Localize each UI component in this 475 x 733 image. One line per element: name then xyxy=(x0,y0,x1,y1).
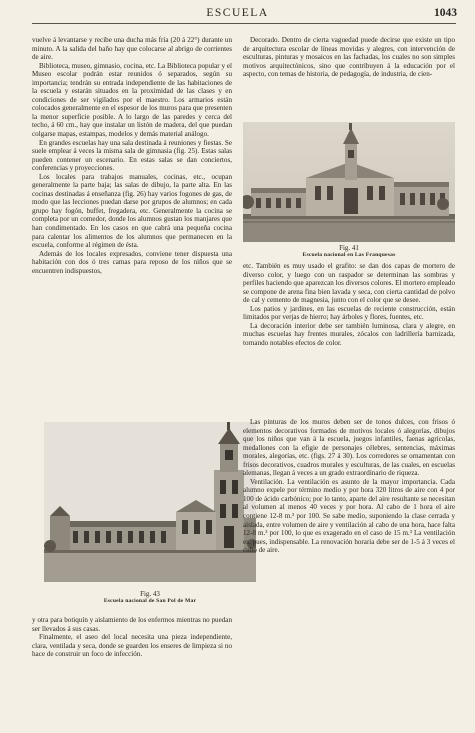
paragraph: Los patios y jardines, en las escuelas de reciente construcción, están limitados por verjas de hierro; hay árboles y flores, fuentes, etc. xyxy=(243,304,455,322)
running-title: ESCUELA xyxy=(206,7,269,19)
paragraph: Decorado. Dentro de cierta vaguedad puede decirse que existe un tipo de arquitectura escolar de líneas movidas y alegres, con intervención de esculturas, pinturas y mosaicos en las fachadas, los cuales no son simples motivos arquitectónicos, sino que contribuyen á la educación por el aspecto, con temas de historia, de pedagogía, de industria, de cien- xyxy=(243,36,455,79)
figure-43-photo xyxy=(44,422,256,582)
paragraph: Las pinturas de los muros deben ser de tonos dulces, con frisos ó elementos decorativos formados de motivos locales ó alegorías, dibujos que los niños que van á la escuela, juegos infantiles, faenas agrícolas, medallones con la efigie de personajes célebres, sentencias, máximas morales, alegorías, etc. (figs. 27 á 30). Los corredores se ornamentan con frisos decorativos, cuadros murales y esculturas, de las cuales, en escuelas alemanas, llegan á veces a un grado extraordinario de riqueza. xyxy=(243,418,455,478)
right-column-bottom xyxy=(243,418,455,626)
header-rule xyxy=(32,23,456,24)
left-column-top xyxy=(32,36,232,416)
paragraph: Finalmente, el aseo del local necesita una pieza independiente, clara, ventilada y seca, donde se guarden los enseres de limpieza si no hace de construir un foco de infección. xyxy=(32,633,232,659)
figure-description: Escuela nacional de San Pol de Mar xyxy=(103,598,197,604)
paragraph: etc. También es muy usado el grafito: se dan dos capas de mortero de diverso color, y luego con un raspador se determinan las sombras y perfiles haciendo que aparezcan los diversos colores. El mortero empleado se compone de arena fina bien lavada y seca, con cierta cantidad de polvo de cal y cemento de magnesia, junto con el color que se desee. xyxy=(243,262,455,305)
figure-43-caption xyxy=(44,590,256,604)
paragraph: Los locales para trabajos manuales, cocinas, etc., ocupan generalmente la parte baja; las salas de dibujo, la parte alta. En las cocinas destinadas á enseñanza (fig. 26) hay varios fogones de gas, de modo que las lecciones puedan darse por grupos de alumnos; en cada grupo hay fogón, buffet, fregadera, etc. Generalmente la cocina se completa por un comedor, donde los alumnos gustan los manjares que han condimentado. En los casos en que cabrá una pequeña cocina para calentar los alimentos de los alumnos que permanecen en la escuela, conforme al régimen de ésta. xyxy=(32,172,232,250)
paragraph: vuelve á levantarse y recibe una ducha más fría (20 á 22°) durante un minuto. A la salida del baño hay que colocarse al abrigo de corrientes de aire. xyxy=(32,36,232,62)
figure-description: Escuela nacional en Las Franquesas xyxy=(302,252,396,258)
paragraph: Biblioteca, museo, gimnasio, cocina, etc. La Biblioteca popular y el Museo escolar podrán estar reunidos ó separados, según su importancia; tendrán su entrada independiente de las habitaciones de la escuela y estarán situados en la proximidad de las clases y en condiciones de ser vigilados por el maestro. Los armarios están colocados generalmente en el espesor de los muros para que presenten la menor superficie posible. A lo largo de las paredes y cerca del techo, á 60 cm., hay que instalar un listón de madera, del que puedan colgarse mapas, estampas, modelos y demás material análogo. xyxy=(32,61,232,139)
figure-41-photo xyxy=(243,122,455,242)
figure-number: Fig. 41 xyxy=(339,244,359,252)
paragraph: Además de los locales expresados, conviene tener dispuesta una habitación con dos ó tres camas para reposo de los niños que se encuentren indispuestos, xyxy=(32,249,232,275)
paragraph: En grandes escuelas hay una sala destinada á reuniones y fiestas. Se suele emplear á veces la misma sala de gimnasia (fig. 25). Estas salas pueden contener un escenario. En estas salas se dan conciertos, conferencias y proyecciones. xyxy=(32,138,232,173)
figure-number: Fig. 43 xyxy=(140,590,160,598)
left-column-bottom xyxy=(32,616,232,726)
running-header xyxy=(0,7,475,21)
page-number: 1043 xyxy=(434,7,457,19)
paragraph: Ventilación. La ventilación es asunto de la mayor importancia. Cada alumno expele por término medio y por hora 320 litros de aire con 4 por 100 de ácido carbónico; por lo tanto, aparte del aire resultante se necesitan al volumen al menos 40 veces y por hora. Al cabo de 1 hora el aire contiene 12-8 m.³ por 100. Se sabe medio, suponiendo la clase cerrada y aislada, entre volumen de aire y ventilación al cabo de una hora, hace falta 12-8 m.³ por 100, lo que es exagerado en el caso de 15 m.³ La ventilación es, pues, indispensable. La renovación horaria debe ser de 1-5 á 3 veces el cubo de aire. xyxy=(243,477,455,555)
right-column-top xyxy=(243,36,455,122)
paragraph: La decoración interior debe ser también luminosa, clara y alegre, en muchas escuelas hay frentes murales, zócalos con ladrillería barnizada, tornando notables efectos de color. xyxy=(243,321,455,347)
figure-41-caption xyxy=(243,244,455,258)
paragraph: y otra para botiquín y aislamiento de los enfermos mientras no puedan ser llevados á sus casas. xyxy=(32,616,232,633)
right-column-middle xyxy=(243,262,455,416)
